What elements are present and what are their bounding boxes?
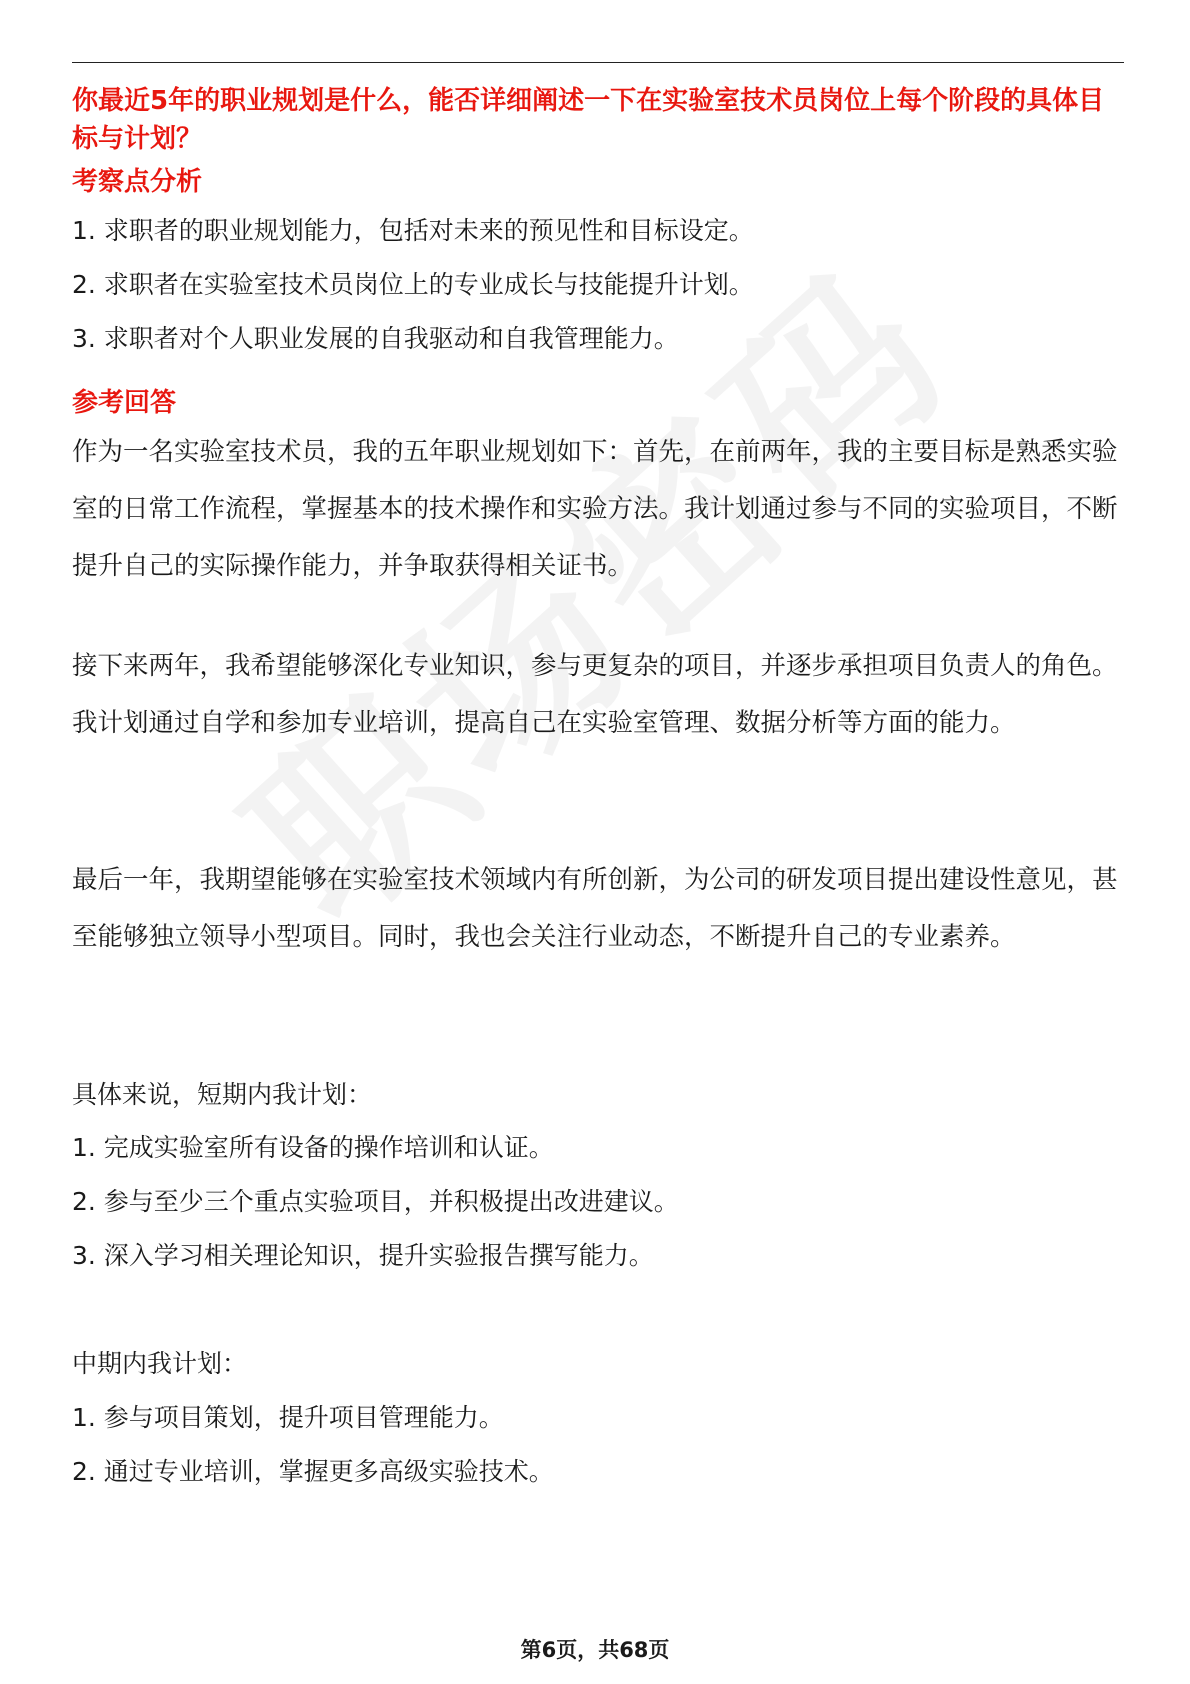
- answer-paragraph-2: 接下来两年，我希望能够深化专业知识，参与更复杂的项目，并逐步承担项目负责人的角色。我计划通过自学和参加专业培训，提高自己在实验室管理、数据分析等方面的能力。: [72, 651, 1118, 738]
- analysis-heading: 考察点分析: [72, 167, 203, 197]
- analysis-item-3: 3. 求职者对个人职业发展的自我驱动和自我管理能力。: [72, 324, 679, 353]
- answer-paragraph-1: 作为一名实验室技术员，我的五年职业规划如下：首先，在前两年，我的主要目标是熟悉实验室的日常工作流程，掌握基本的技术操作和实验方法。我计划通过参与不同的实验项目，不断提升自己的实际操作能力，并争取获得相关证书。: [72, 437, 1118, 581]
- top-rule: [72, 62, 1124, 63]
- answer-paragraph-3: 最后一年，我期望能够在实验室技术领域内有所创新，为公司的研发项目提出建设性意见，甚至能够独立领导小型项目。同时，我也会关注行业动态，不断提升自己的专业素养。: [72, 865, 1118, 952]
- answer-heading: 参考回答: [72, 388, 177, 418]
- question-title: 你最近5年的职业规划是什么，能否详细阐述一下在实验室技术员岗位上每个阶段的具体目标与计划？: [72, 86, 1105, 154]
- short-term-intro: 具体来说，短期内我计划：: [72, 1080, 373, 1109]
- short-term-item-3: 3. 深入学习相关理论知识，提升实验报告撰写能力。: [72, 1241, 654, 1270]
- short-term-item-1: 1. 完成实验室所有设备的操作培训和认证。: [72, 1133, 554, 1162]
- short-term-item-2: 2. 参与至少三个重点实验项目，并积极提出改进建议。: [72, 1187, 679, 1216]
- analysis-item-1: 1. 求职者的职业规划能力，包括对未来的预见性和目标设定。: [72, 216, 754, 245]
- mid-term-item-2: 2. 通过专业培训，掌握更多高级实验技术。: [72, 1457, 554, 1486]
- analysis-item-2: 2. 求职者在实验室技术员岗位上的专业成长与技能提升计划。: [72, 270, 754, 299]
- page-number: 第6页，共68页: [520, 1638, 670, 1662]
- mid-term-item-1: 1. 参与项目策划，提升项目管理能力。: [72, 1403, 504, 1432]
- mid-term-intro: 中期内我计划：: [72, 1349, 248, 1378]
